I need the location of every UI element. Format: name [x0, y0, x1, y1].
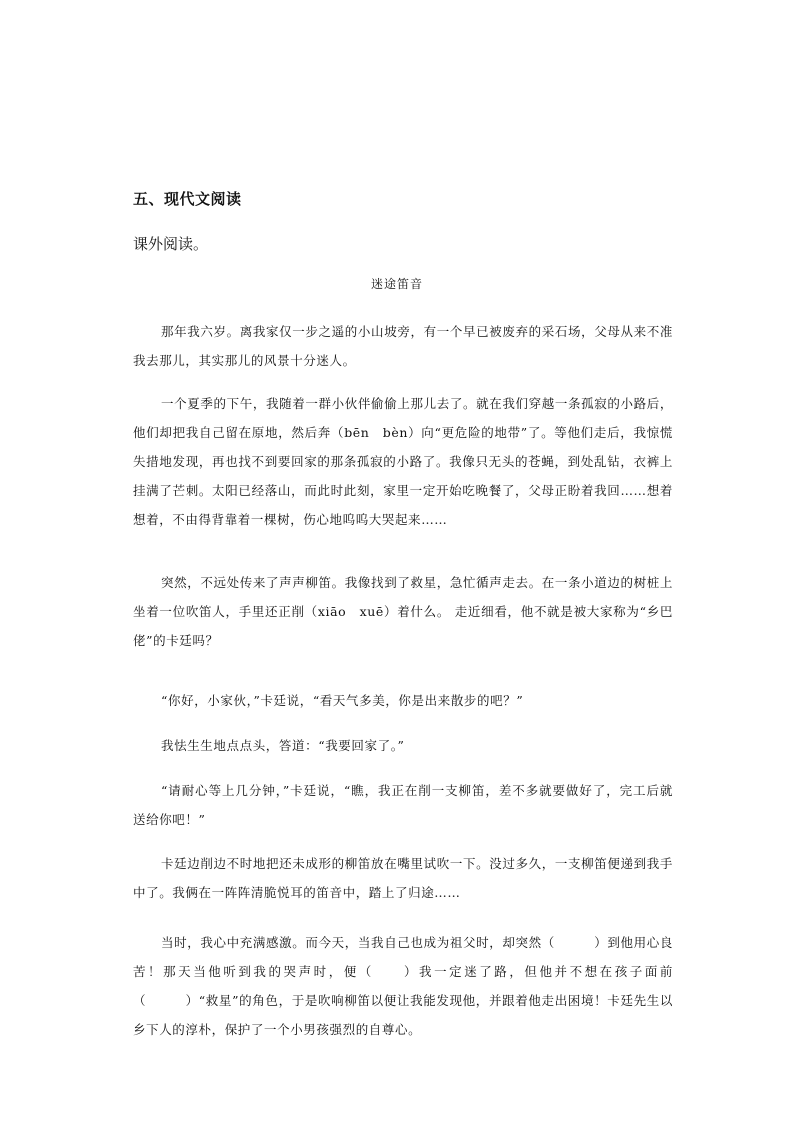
paragraph-7: 卡廷边削边不时地把还未成形的柳笛放在嘴里试吹一下。没过多久，一支柳笛便递到我手中了。我俩在一阵阵清脆悦耳的笛音中，踏上了归途…… — [133, 856, 673, 900]
sub-heading: 课外阅读。 — [133, 235, 209, 253]
paragraph-4: “你好，小家伙，”卡廷说，“看天气多美，你是出来散步的吧？” — [161, 693, 524, 708]
section-heading: 五、现代文阅读 — [133, 190, 242, 208]
paragraph-6: “请耐心等上几分钟，”卡廷说，“瞧，我正在削一支柳笛，差不多就要做好了，完工后就送给你吧！” — [133, 783, 673, 827]
paragraph-1: 那年我六岁。离我家仅一步之遥的小山坡旁，有一个早已被废弃的采石场，父母从来不准我去那儿，其实那儿的风景十分迷人。 — [133, 324, 673, 368]
paragraph-2: 一个夏季的下午，我随着一群小伙伴偷偷上那儿去了。就在我们穿越一条孤寂的小路后，他们却把我自己留在原地，然后奔（bēn bèn）向“更危险的地带”了。等他们走后，我惊慌失措地发现，再也找不到要回家的那条孤寂的小路了。我像只无头的苍蝇，到处乱钻，衣裤上挂满了芒刺。太阳已经落山，而此时此刻，家里一定开始吃晚餐了，父母正盼着我回……想着想着，不由得背靠着一棵树，伤心地呜呜大哭起来…… — [133, 396, 673, 527]
paragraph-8: 当时，我心中充满感激。而今天，当我自己也成为祖父时，却突然（ ）到他用心良苦！那天当他听到我的哭声时，便（ ）我一定迷了路，但他并不想在孩子面前（ ）“救星”的角色，于是吹响柳笛以便让我能发现他，并跟着他走出困境！卡廷先生以乡下人的淳朴，保护了一个小男孩强烈的自尊心。 — [133, 935, 673, 1037]
paragraph-3: 突然，不远处传来了声声柳笛。我像找到了救星，急忙循声走去。在一条小道边的树桩上坐着一位吹笛人，手里还正削（xiāo xuē）着什么。 走近细看，他不就是被大家称为“乡巴佬”的卡廷吗？ — [133, 575, 673, 648]
article-title: 迷途笛音 — [370, 277, 423, 291]
paragraph-5: 我怯生生地点点头，答道：“我要回家了。” — [161, 738, 405, 753]
